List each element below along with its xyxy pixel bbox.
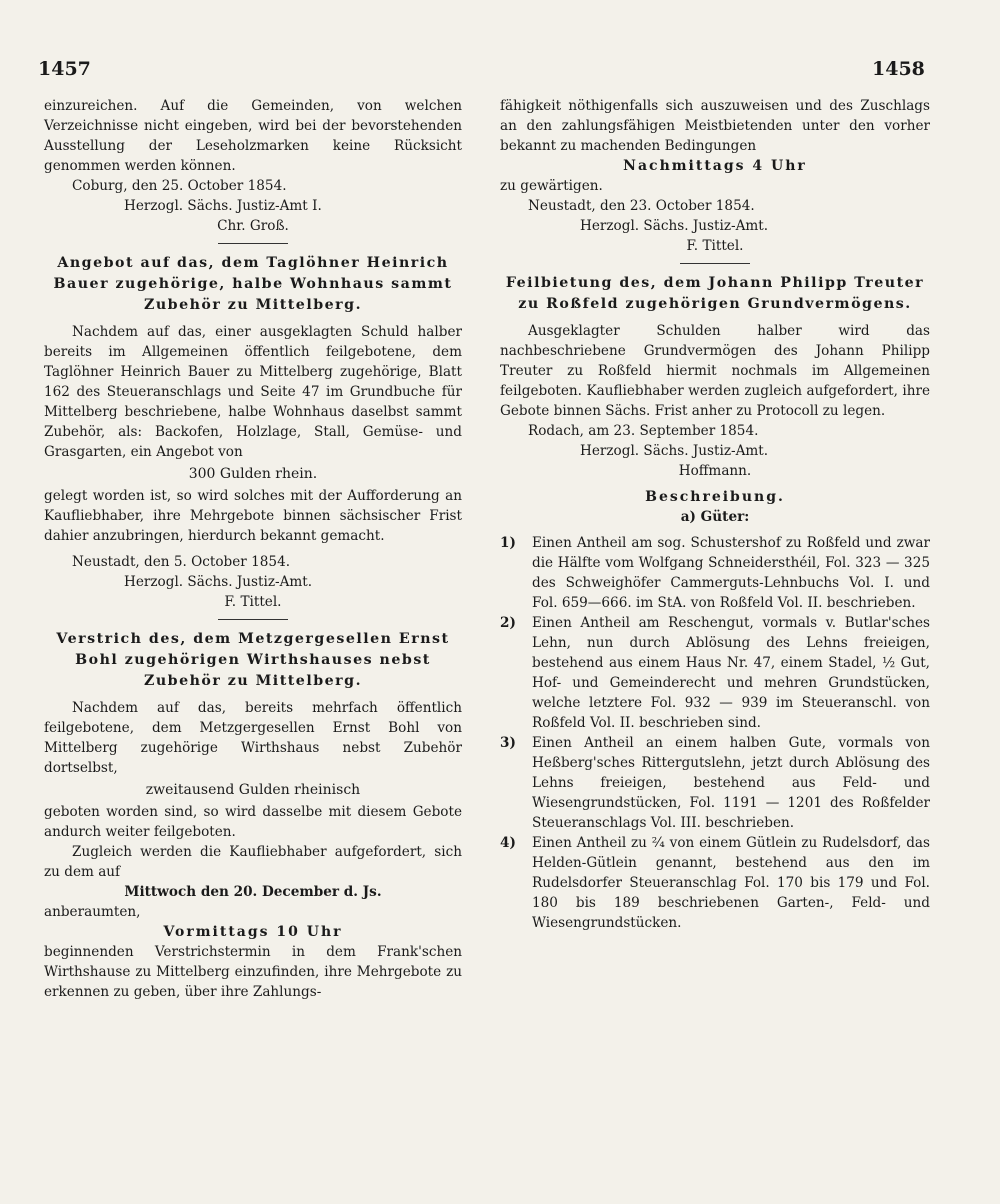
item-number: 3) — [500, 735, 516, 751]
notice2-time: Vormittags 10 Uhr — [163, 924, 343, 940]
list-item — [500, 613, 930, 733]
notice1-authority: Herzogl. Sächs. Justiz-Amt. — [124, 574, 313, 590]
continuation-signature: F. Tittel. — [686, 238, 744, 254]
notice1-heading: Angebot auf das, dem Taglöhner Heinrich Bauer zugehörige, halbe Wohnhaus sammt Zubehör zu Mittelberg. — [53, 255, 453, 313]
notice1-text2: gelegt worden ist, so wird solches mit der Aufforderung an Kaufliebhaber, ihre Mehrgebote binnen sächsischer Frist dahier anzubringen, hierdurch bekannt gemacht. — [44, 488, 462, 544]
notice2-text4: anberaumten, — [44, 904, 141, 920]
notice2-heading: Verstrich des, dem Metzgergesellen Ernst Bohl zugehörigen Wirthshauses nebst Zubehör zu Mittelberg. — [56, 631, 450, 689]
intro-signature: Chr. Groß. — [217, 218, 289, 234]
notice3-heading: Feilbietung des, dem Johann Philipp Treuter zu Roßfeld zugehörigen Grundvermögens. — [505, 275, 925, 312]
notice1-text: Nachdem auf das, einer ausgeklagten Schuld halber bereits im Allgemeinen öffentlich feilgebotene, dem Taglöhner Heinrich Bauer zu Mittelberg zugehörige, Blatt 162 des Steueranschlags und Seite 47 im Grundbuche für Mittelberg beschriebene, halbe Wohnhaus daselbst sammt Zubehör, als: Backofen, Holzlage, Stall, Gemüse- und Grasgarten, ein Angebot von — [44, 324, 462, 460]
notice1-amount: 300 Gulden rhein. — [188, 466, 318, 482]
notice2-date: Mittwoch den 20. December d. Js. — [124, 884, 382, 900]
notice2-text5: beginnenden Verstrichstermin in dem Frank'schen Wirthshause zu Mittelberg einzufinden, ihre Mehrgebote zu erkennen zu geben, über ihre Zahlungs- — [44, 944, 462, 1000]
list-item — [500, 733, 930, 833]
page-number-right: 1458 — [872, 58, 925, 80]
page-number-left: 1457 — [38, 58, 91, 80]
right-column — [500, 96, 930, 933]
list-item — [500, 833, 930, 933]
notice3-text: Ausgeklagter Schulden halber wird das nachbeschriebene Grundvermögen des Johann Philipp Treuter zu Roßfeld hiermit nochmals im Allgemeinen feilgeboten. Kaufliebhaber werden zugleich aufgefordert, ihre Gebote binnen Sächs. Frist anher zu Protocoll zu legen. — [500, 323, 930, 419]
intro-authority: Herzogl. Sächs. Justiz-Amt I. — [124, 198, 322, 214]
notice2-amount: zweitausend Gulden rheinisch — [145, 782, 361, 798]
continuation-text2: zu gewärtigen. — [500, 178, 603, 194]
goods-heading: a) Güter: — [680, 509, 750, 525]
notice1-dateline: Neustadt, den 5. October 1854. — [72, 554, 291, 570]
item-number: 4) — [500, 835, 516, 851]
item-text: Einen Antheil am sog. Schustershof zu Roßfeld und zwar die Hälfte vom Wolfgang Schneidersthéil, Fol. 323 — 325 des Schweighöfer Cammerguts-Lehnbuchs Vol. I. und Fol. 659—666. im StA. von Roßfeld Vol. II. beschrieben. — [532, 535, 930, 611]
notice3-signature: Hoffmann. — [678, 463, 752, 479]
section-divider — [218, 243, 288, 244]
item-text: Einen Antheil an einem halben Gute, vormals von Heßberg'sches Rittergutslehn, jetzt durch Ablösung des Lehns freieigen, bestehend aus Feld- und Wiesengrundstücken, Fol. 1191 — 1201 des Roßfelder Steueranschlags Vol. III. beschrieben. — [532, 735, 930, 831]
notice3-authority: Herzogl. Sächs. Justiz-Amt. — [580, 443, 769, 459]
continuation-time: Nachmittags 4 Uhr — [623, 158, 807, 174]
continuation-text: fähigkeit nöthigenfalls sich auszuweisen und des Zuschlags an den zahlungsfähigen Meistbietenden unter den vorher bekannt zu machenden Bedingungen — [500, 98, 930, 154]
notice2-text2: geboten worden sind, so wird dasselbe mit diesem Gebote andurch weiter feilgeboten. — [44, 804, 462, 840]
left-column — [44, 96, 462, 1002]
description-heading: Beschreibung. — [645, 489, 785, 505]
notice3-dateline: Rodach, am 23. September 1854. — [528, 423, 759, 439]
continuation-dateline: Neustadt, den 23. October 1854. — [528, 198, 755, 214]
intro-paragraph: einzureichen. Auf die Gemeinden, von welchen Verzeichnisse nicht eingeben, wird bei der bevorstehenden Ausstellung der Leseholzmarken keine Rücksicht genommen werden können. — [44, 98, 462, 174]
item-number: 1) — [500, 535, 516, 551]
item-text: Einen Antheil am Reschengut, vormals v. Butlar'sches Lehn, nun durch Ablösung des Lehns freieigen, bestehend aus einem Haus Nr. 47, einem Stadel, ½ Gut, Hof- und Gemeinderecht und mehren Grundstücken, welche letztere Fol. 932 — 939 im Steueranschl. von Roßfeld Vol. II. beschrieben sind. — [532, 615, 930, 731]
section-divider — [680, 263, 750, 264]
notice2-text3: Zugleich werden die Kaufliebhaber aufgefordert, sich zu dem auf — [44, 844, 462, 880]
continuation-authority: Herzogl. Sächs. Justiz-Amt. — [580, 218, 769, 234]
intro-dateline: Coburg, den 25. October 1854. — [72, 178, 287, 194]
item-number: 2) — [500, 615, 516, 631]
notice1-signature: F. Tittel. — [224, 594, 282, 610]
item-text: Einen Antheil zu ²⁄₄ von einem Gütlein zu Rudelsdorf, das Helden-Gütlein genannt, bestehend aus den im Rudelsdorfer Steueranschlag Fol. 170 bis 179 und Fol. 180 bis 189 beschriebenen Garten-, Feld- und Wiesengrundstücken. — [532, 835, 930, 931]
section-divider — [218, 619, 288, 620]
notice2-text: Nachdem auf das, bereits mehrfach öffentlich feilgebotene, dem Metzgergesellen Ernst Bohl von Mittelberg zugehörige Wirthshaus nebst Zubehör dortselbst, — [44, 700, 462, 776]
list-item — [500, 533, 930, 613]
